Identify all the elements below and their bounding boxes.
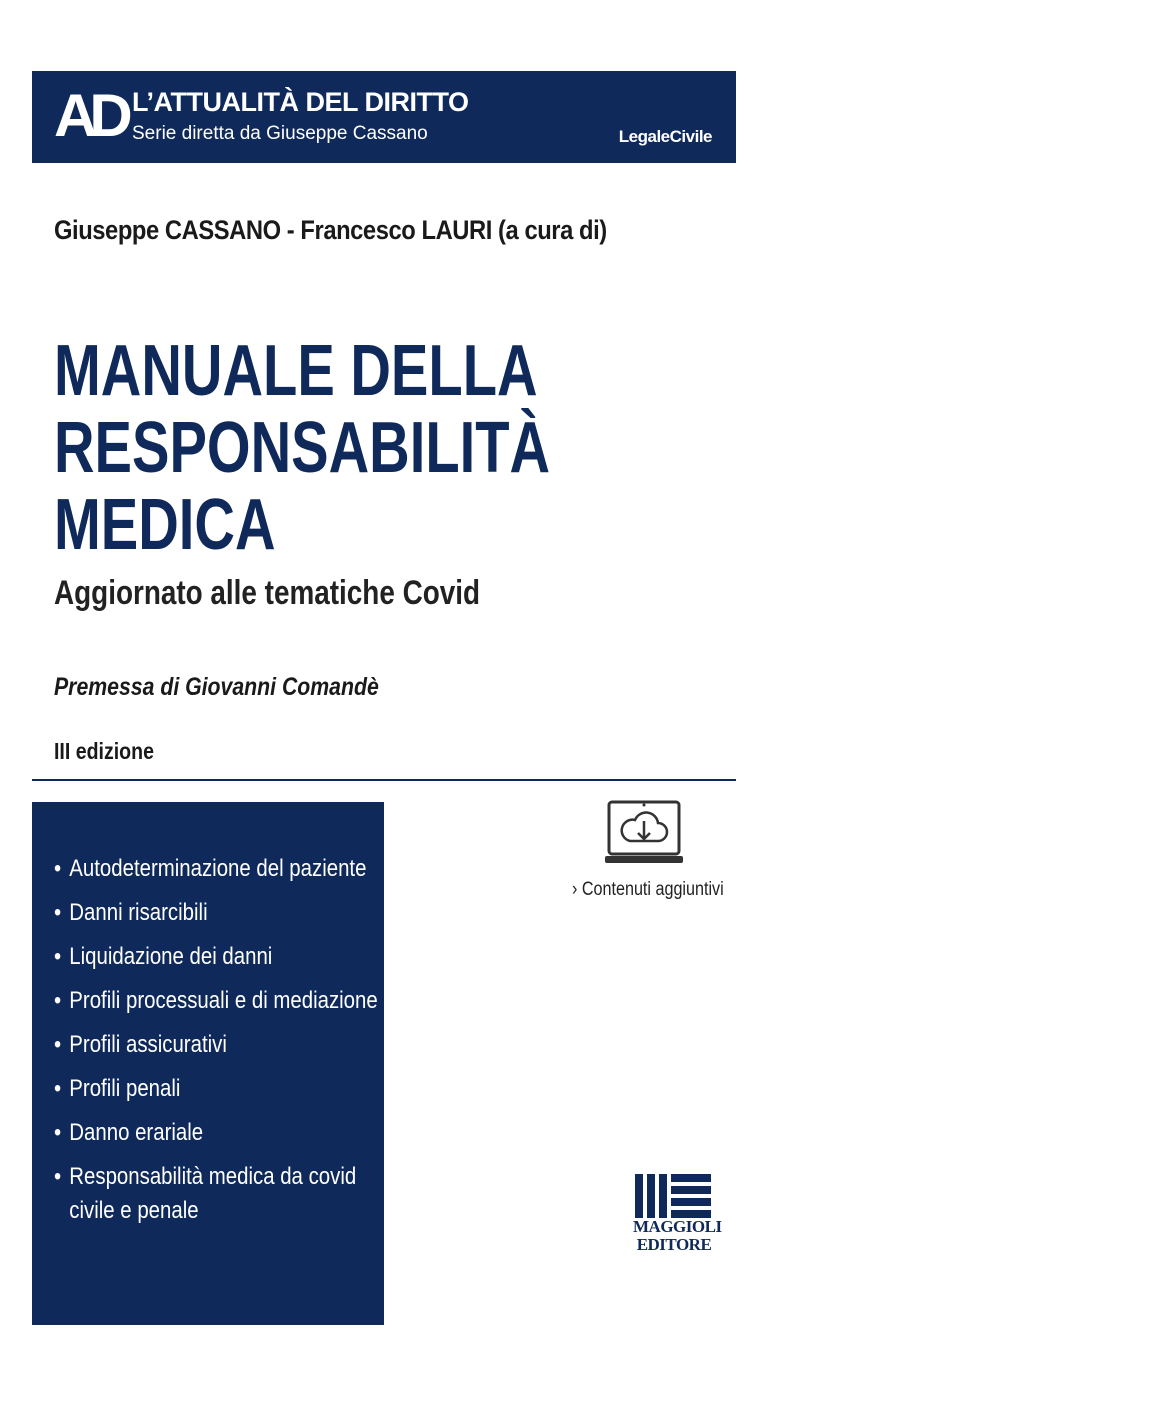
topic-item: • Danno erariale xyxy=(54,1116,392,1150)
book-cover xyxy=(32,71,736,1325)
publisher-logo xyxy=(633,1174,722,1258)
title-line-1: MANUALE DELLA xyxy=(54,331,538,411)
bullet-icon: • xyxy=(54,1119,62,1146)
additional-content[interactable] xyxy=(572,799,722,909)
divider xyxy=(32,779,736,781)
publisher-name: MAGGIOLI EDITORE xyxy=(633,1217,722,1254)
imprint-label: LegaleCivile xyxy=(618,127,712,146)
topic-item: • Autodeterminazione del paziente xyxy=(54,852,392,886)
topics-list xyxy=(54,852,384,1238)
additional-content-label: › Contenuti aggiuntivi xyxy=(572,879,724,900)
series-subtitle: Serie diretta da Giuseppe Cassano xyxy=(132,123,428,144)
bullet-icon: • xyxy=(54,943,62,970)
book-subtitle: Aggiornato alle tematiche Covid xyxy=(54,574,481,612)
laptop-cloud-download-icon xyxy=(572,799,722,871)
title-line-2: RESPONSABILITÀ xyxy=(54,408,551,488)
topic-item: • Profili processuali e di mediazione xyxy=(54,984,392,1018)
topics-box xyxy=(32,802,384,1325)
book-title xyxy=(54,333,550,564)
series-header xyxy=(32,71,736,163)
series-title: L’ATTUALITÀ DEL DIRITTO xyxy=(132,87,469,117)
title-line-3: MEDICA xyxy=(54,485,276,565)
topic-item: • Profili penali xyxy=(54,1072,392,1106)
topic-item: • Liquidazione dei danni xyxy=(54,940,392,974)
bullet-icon: • xyxy=(54,1031,62,1058)
bullet-icon: • xyxy=(54,899,62,926)
maggioli-logo-icon xyxy=(635,1174,713,1218)
bullet-icon: • xyxy=(54,1075,62,1102)
topic-item-continuation: civile e penale xyxy=(69,1197,199,1224)
ad-logo: AD xyxy=(54,82,125,149)
topic-item: • Profili assicurativi xyxy=(54,1028,392,1062)
topic-item: • Danni risarcibili xyxy=(54,896,392,930)
bullet-icon: • xyxy=(54,987,62,1014)
authors: Giuseppe CASSANO - Francesco LAURI (a cura di) xyxy=(54,215,607,245)
bullet-icon: • xyxy=(54,1163,62,1190)
bullet-icon: • xyxy=(54,855,62,882)
topic-item: • Responsabilità medica da covid xyxy=(54,1160,392,1194)
premessa: Premessa di Giovanni Comandè xyxy=(54,673,379,701)
edition: III edizione xyxy=(54,738,154,764)
